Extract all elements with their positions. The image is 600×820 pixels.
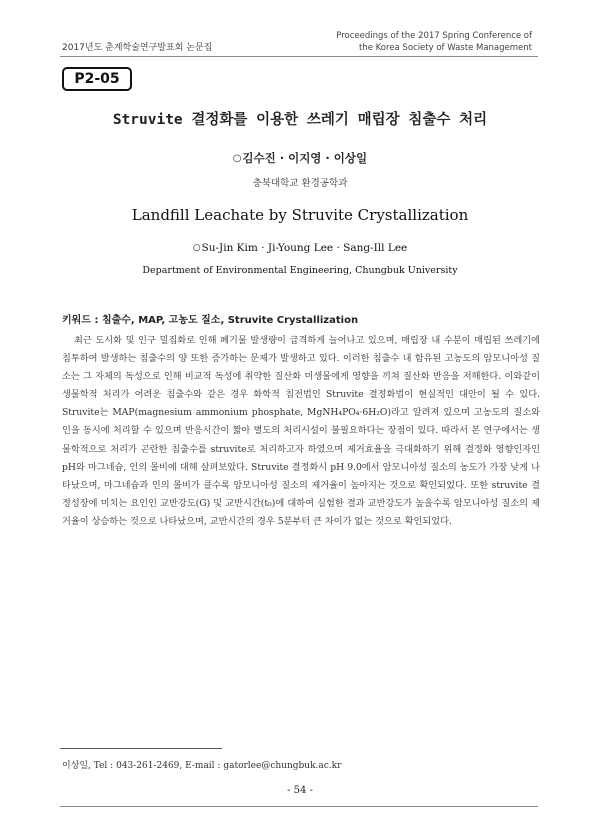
affiliation-english: Department of Environmental Engineering, Chungbuk University <box>142 265 458 276</box>
running-header-right-line1: Proceedings of the 2017 Spring Conference of <box>336 31 532 41</box>
paper-title-english: Landfill Leachate by Struvite Crystallization <box>131 206 469 224</box>
running-header-right-line2: the Korea Society of Waste Management <box>358 43 532 53</box>
abstract-body: 최근 도시화 및 인구 밀집화로 인해 폐기물 발생량이 급격하게 늘어나고 있으며, 매립장 내 수분이 매립된 쓰레기에 침투하여 발생하는 침출수의 양 또한 증가하는 문제가 발생하고 있다. 이러한 침출수 내 함유된 고농도의 암모니아성 질소는 그 자체의 독성으로 인해 비교적 독성에 취약한 질산화 미생물에게 영향을 끼쳐 질산화 반응을 저해한다. 이와같이 생물학적 처리가 어려운 침출수와 같은 경우 화학적 침전법인 Struvite 결정화법이 현실적인 대안이 될 수 있다. Struvite는 MAP(magnesium ammonium phosphate, MgNH₄PO₄·6H₂O)라고 알려져 있으며 고농도의 질소와 인을 동시에 처리할 수 있으며 반응시간이 짧아 별도의 처리시설이 불필요하다는 장점이 있다. 따라서 본 연구에서는 생물학적으로 처리가 곤란한 침출수를 struvite로 처리하고자 하였으며 제거효율을 극대화하기 위해 결정화 영향인자인 pH와 마그네슘, 인의 몰비에 대해 살펴보았다. Struvite 결정화시 pH 9.0에서 암모니아성 질소의 농도가 가장 낮게 나타났으며, 마그네슘과 인의 몰비가 클수록 암모니아성 질소의 제거율이 높아지는 것으로 확인되었다. 또한 struvite 결정성장에 미치는 요인인 교반강도(G) 및 교반시간(t₀)에 대하여 실험한 결과 교반강도가 높을수록 암모니아성 질소의 제거율이 상승하는 것으로 나타났으며, 교반시간의 경우 5분부터 큰 차이가 없는 것으로 확인되었다. <box>62 335 540 527</box>
running-header-right <box>272 30 532 54</box>
authors-korean-names: 김수진 · 이지영 · 이상일 <box>242 151 368 165</box>
authors-korean <box>0 150 600 166</box>
presenter-marker-en: ○ <box>192 242 201 253</box>
presenter-marker: ○ <box>232 152 242 164</box>
keywords: 키워드 : 침출수, MAP, 고농도 질소, Struvite Crystallization <box>62 315 359 326</box>
corresponding-author-footnote: 이상일, Tel : 043-261-2469, E-mail : gatorlee@chungbuk.ac.kr <box>62 761 342 771</box>
paper-id-badge: P2-05 <box>62 67 132 91</box>
paper-title-korean: Struvite 결정화를 이용한 쓰레기 매립장 침출수 처리 <box>112 112 488 128</box>
authors-english-names: Su-Jin Kim · Ji-Young Lee · Sang-Ill Lee <box>201 242 408 254</box>
header-divider <box>60 56 538 57</box>
running-header-left: 2017년도 춘계학술연구발표회 논문집 <box>62 43 213 53</box>
authors-english <box>0 242 600 254</box>
page-number: - 54 - <box>287 785 313 796</box>
footnote-divider <box>60 748 222 749</box>
footer-divider <box>60 806 538 807</box>
affiliation-korean: 충북대학교 환경공학과 <box>252 178 348 189</box>
